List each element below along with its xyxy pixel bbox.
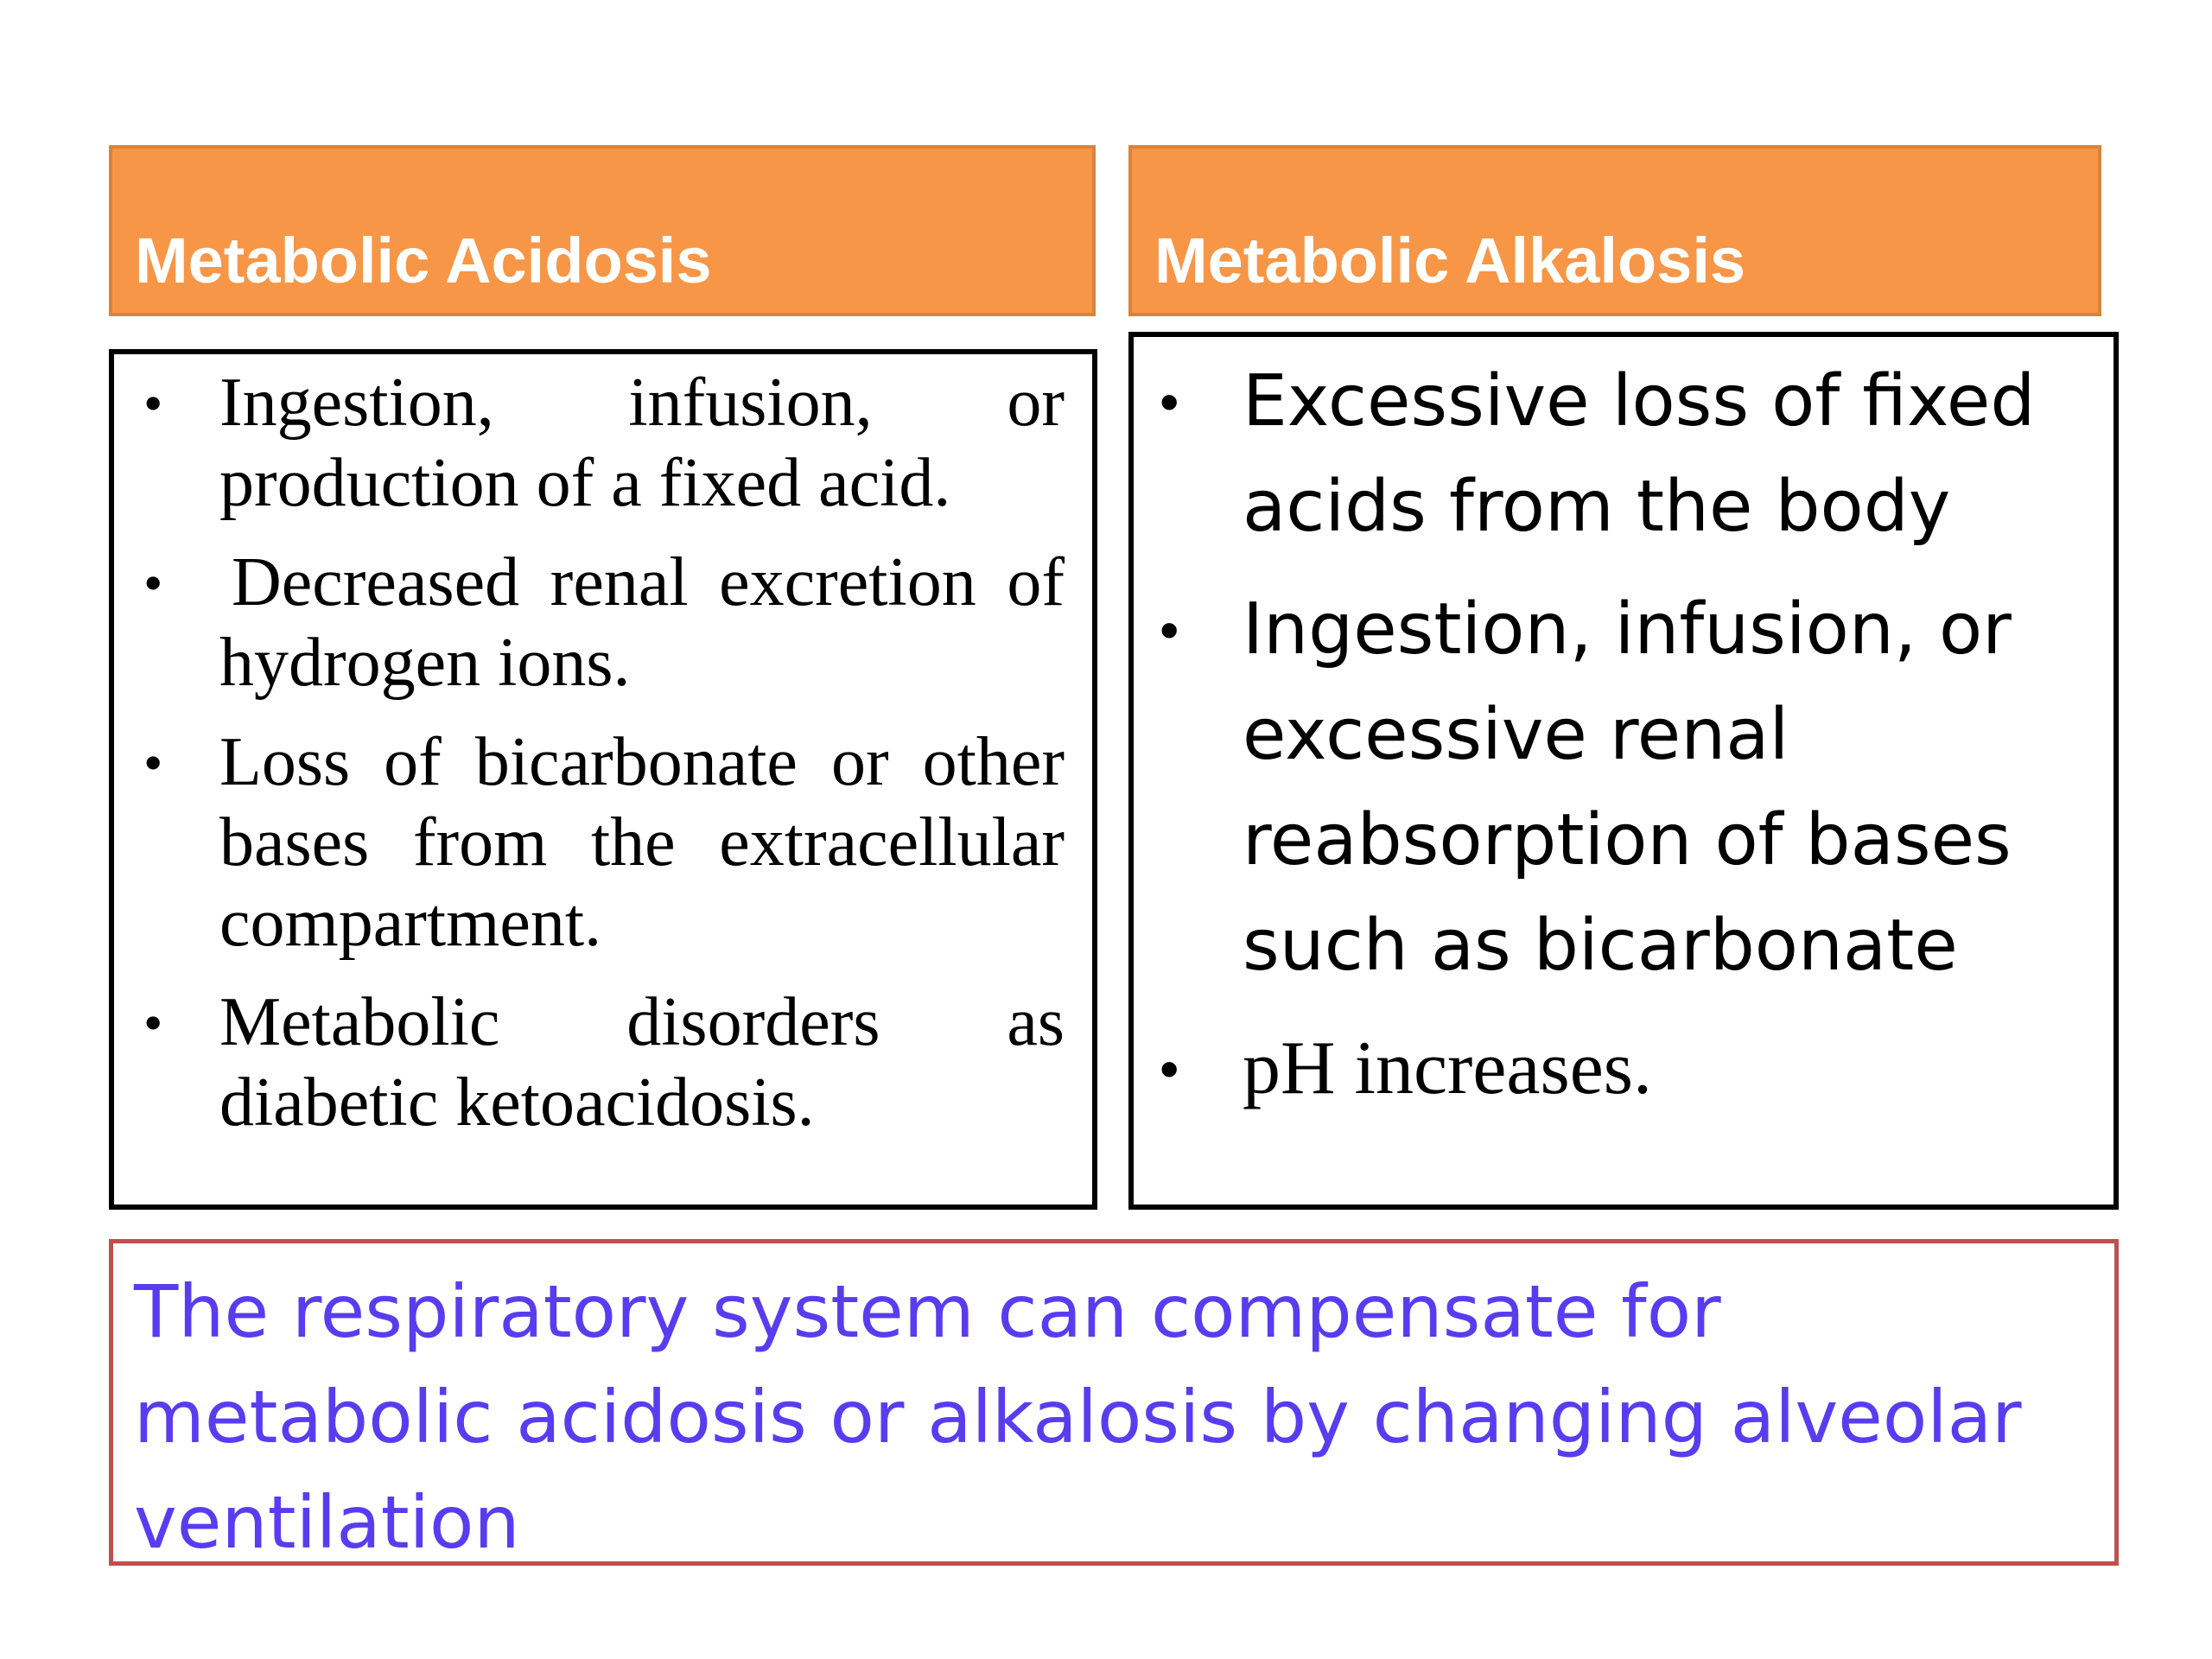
compensation-note-box xyxy=(109,1239,2119,1566)
bullet-marker: • xyxy=(143,992,163,1053)
compensation-note-text: The respiratory system can compensate for metabolic acidosis or alkalosis by changing alveolar ventilation xyxy=(134,1269,2022,1565)
bullet-marker: • xyxy=(143,372,163,434)
list-item xyxy=(1156,1016,2089,1122)
list-item xyxy=(138,982,1065,1143)
list-item-text: Ingestion, infusion, or excessive renal reabsorption of bases such as bicarbonate xyxy=(1243,588,2012,987)
acidosis-title: Metabolic Acidosis xyxy=(135,225,712,296)
alkalosis-header xyxy=(1128,145,2101,316)
acidosis-header xyxy=(109,145,1096,316)
acidosis-causes-box xyxy=(109,349,1097,1210)
list-item xyxy=(138,722,1065,963)
list-item xyxy=(1156,349,2089,560)
alkalosis-causes-list xyxy=(1156,349,2089,1139)
alkalosis-title: Metabolic Alkalosis xyxy=(1154,225,1746,296)
bullet-marker: • xyxy=(1160,1038,1179,1100)
list-item-text: Decreased renal excretion of hydrogen ions. xyxy=(219,544,1065,701)
bullet-marker: • xyxy=(1160,599,1179,661)
list-item xyxy=(138,543,1065,703)
list-item-text: Loss of bicarbonate or other bases from the extracellular compartment. xyxy=(219,724,1065,961)
list-item xyxy=(1156,577,2089,999)
bullet-marker: • xyxy=(143,552,163,613)
list-item xyxy=(138,363,1065,524)
list-item-text: pH increases. xyxy=(1243,1027,1653,1110)
list-item-text: Metabolic disorders as diabetic ketoacidosis. xyxy=(219,984,1065,1141)
bullet-marker: • xyxy=(143,732,163,793)
bullet-marker: • xyxy=(1160,371,1179,433)
list-item-text: Excessive loss of fixed acids from the body xyxy=(1243,360,2036,548)
list-item-text: Ingestion, infusion, or production of a fixed acid. xyxy=(219,365,1065,521)
acidosis-causes-list xyxy=(138,363,1065,1162)
alkalosis-causes-box xyxy=(1128,332,2119,1210)
